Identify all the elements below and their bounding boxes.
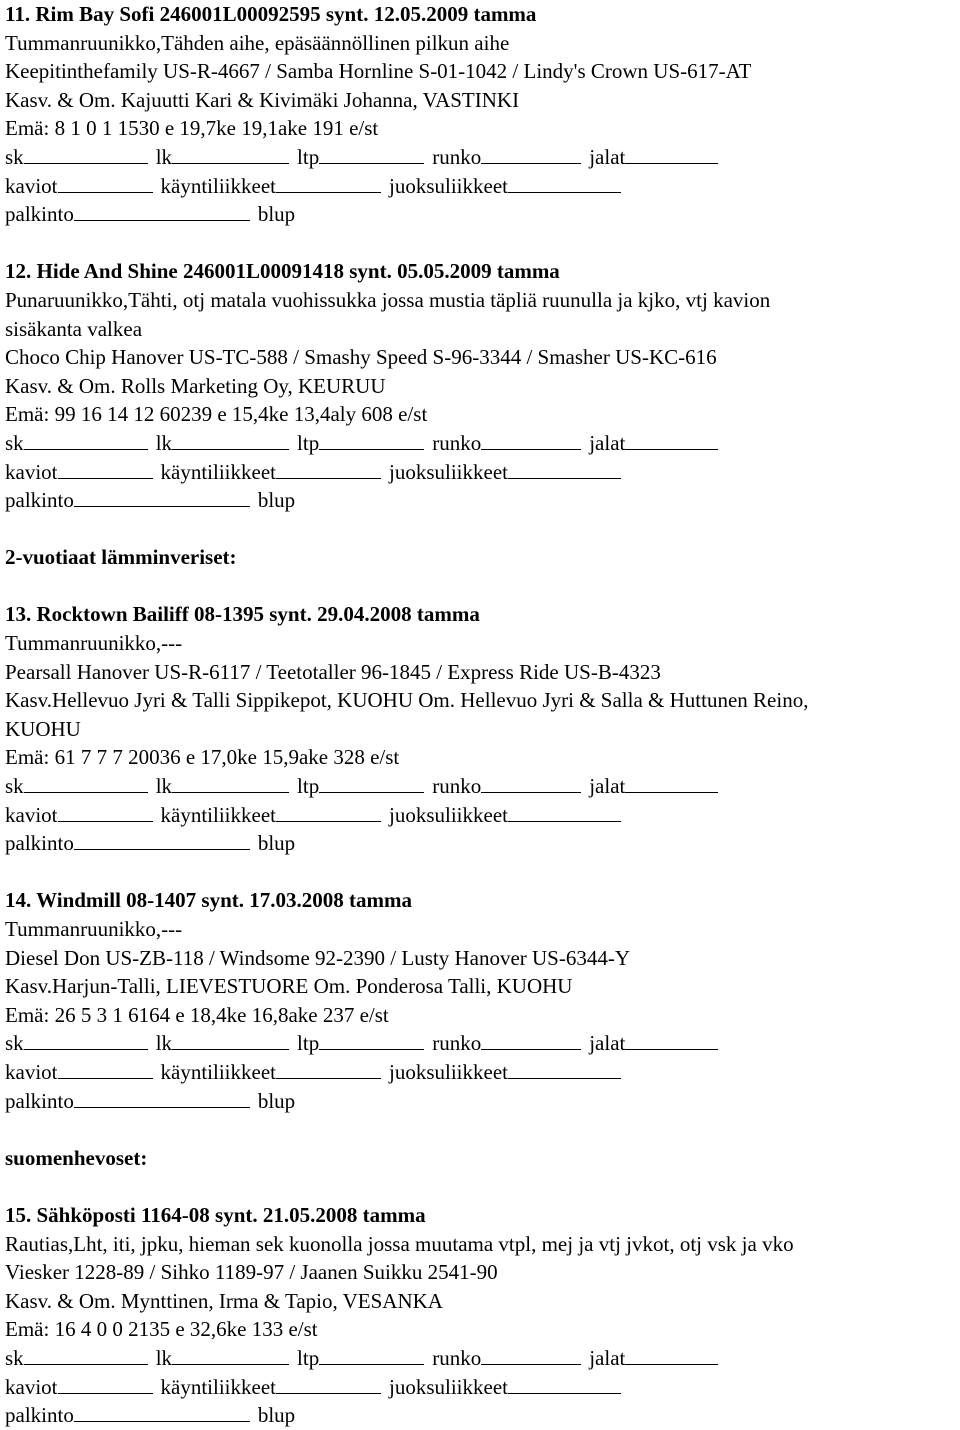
field-label-blup: blup <box>257 488 296 513</box>
score-row-conformation <box>5 772 955 801</box>
entry-detail-line: Tummanruunikko,--- <box>5 917 183 941</box>
field-label-sk: sk <box>5 144 24 169</box>
field-label-lk: lk <box>155 144 173 169</box>
field-label-palkinto: palkinto <box>5 1088 74 1113</box>
field-blank-kayntiliikkeet[interactable] <box>276 1374 381 1394</box>
field-blank-sk[interactable] <box>24 144 148 164</box>
field-label-kayntiliikkeet: käyntiliikkeet <box>160 802 276 827</box>
score-row-prize <box>5 829 955 858</box>
field-label-runko: runko <box>432 430 482 455</box>
field-label-sk: sk <box>5 1345 24 1370</box>
field-label-ltp: ltp <box>297 144 320 169</box>
spacer <box>5 229 955 258</box>
score-row-prize <box>5 200 955 229</box>
field-label-jalat: jalat <box>589 144 626 169</box>
field-label-blup: blup <box>257 1088 296 1113</box>
field-blank-sk[interactable] <box>24 773 148 793</box>
field-label-kaviot: kaviot <box>5 459 58 484</box>
entry-detail-line: Emä: 8 1 0 1 1530 e 19,7ke 19,1ake 191 e/st <box>5 116 379 141</box>
section-heading: 2-vuotiaat lämminveriset: <box>5 545 237 570</box>
field-label-lk: lk <box>155 1345 173 1370</box>
score-row-conformation <box>5 1344 955 1373</box>
field-blank-juoksuliikkeet[interactable] <box>508 1059 621 1079</box>
field-label-palkinto: palkinto <box>5 202 74 227</box>
field-blank-sk[interactable] <box>24 430 148 450</box>
field-blank-lk[interactable] <box>172 1345 289 1365</box>
field-label-kaviot: kaviot <box>5 1374 58 1399</box>
field-label-jalat: jalat <box>589 430 626 455</box>
field-blank-kayntiliikkeet[interactable] <box>276 173 381 193</box>
score-row-conformation <box>5 429 955 458</box>
entry-detail-line: Tummanruunikko,--- <box>5 631 183 656</box>
field-blank-ltp[interactable] <box>319 1345 424 1365</box>
score-row-prize <box>5 486 955 515</box>
entry-detail-line: Viesker 1228-89 / Sihko 1189-97 / Jaanen Suikku 2541-90 <box>5 1260 498 1285</box>
field-blank-ltp[interactable] <box>319 430 424 450</box>
field-label-juoksuliikkeet: juoksuliikkeet <box>388 173 508 198</box>
field-label-kayntiliikkeet: käyntiliikkeet <box>160 173 276 198</box>
field-label-ltp: ltp <box>297 430 320 455</box>
field-blank-ltp[interactable] <box>319 144 424 164</box>
field-label-ltp: ltp <box>297 1345 320 1370</box>
entry-heading: 13. Rocktown Bailiff 08-1395 synt. 29.04.2008 tamma <box>5 602 480 627</box>
entry-detail-line: Kasv.Harjun-Talli, LIEVESTUORE Om. Ponderosa Talli, KUOHU <box>5 974 573 999</box>
field-label-lk: lk <box>155 1031 173 1056</box>
field-blank-kaviot[interactable] <box>58 459 153 479</box>
field-label-ltp: ltp <box>297 774 320 799</box>
field-label-blup: blup <box>257 831 296 856</box>
field-label-jalat: jalat <box>589 774 626 799</box>
score-row-movement <box>5 1058 955 1087</box>
score-row-movement <box>5 172 955 201</box>
field-blank-jalat[interactable] <box>625 144 718 164</box>
field-label-palkinto: palkinto <box>5 488 74 513</box>
entry-heading: 15. Sähköposti 1164-08 synt. 21.05.2008 tamma <box>5 1202 426 1227</box>
field-blank-lk[interactable] <box>172 144 289 164</box>
field-label-kayntiliikkeet: käyntiliikkeet <box>160 459 276 484</box>
spacer <box>5 1172 955 1201</box>
field-blank-lk[interactable] <box>172 1030 289 1050</box>
field-blank-kayntiliikkeet[interactable] <box>276 802 381 822</box>
field-blank-palkinto[interactable] <box>74 487 250 507</box>
entry-detail-line: Emä: 99 16 14 12 60239 e 15,4ke 13,4aly 608 e/st <box>5 402 428 427</box>
field-label-kaviot: kaviot <box>5 802 58 827</box>
score-row-movement <box>5 458 955 487</box>
field-blank-palkinto[interactable] <box>74 830 250 850</box>
field-blank-sk[interactable] <box>24 1345 148 1365</box>
field-label-juoksuliikkeet: juoksuliikkeet <box>388 1374 508 1399</box>
field-blank-ltp[interactable] <box>319 773 424 793</box>
field-blank-kaviot[interactable] <box>58 802 153 822</box>
entry-detail-line: Kasv. & Om. Kajuutti Kari & Kivimäki Johanna, VASTINKI <box>5 87 520 112</box>
field-blank-runko[interactable] <box>481 144 581 164</box>
score-row-movement <box>5 1373 955 1402</box>
spacer <box>5 1115 955 1144</box>
entry-detail-line: Rautias,Lht, iti, jpku, hieman sek kuonolla jossa muutama vtpl, mej ja vtj jvkot, otj vsk ja vko <box>5 1231 794 1256</box>
field-label-kayntiliikkeet: käyntiliikkeet <box>160 1374 276 1399</box>
entry-detail-line: Punaruunikko,Tähti, otj matala vuohissukka jossa mustia täpliä ruunulla ja kjko, vtj kavion <box>5 287 771 312</box>
entry-heading: 14. Windmill 08-1407 synt. 17.03.2008 tamma <box>5 888 412 913</box>
field-blank-lk[interactable] <box>172 773 289 793</box>
entry-detail-line: sisäkanta valkea <box>5 316 143 341</box>
field-label-juoksuliikkeet: juoksuliikkeet <box>388 459 508 484</box>
spacer <box>5 858 955 887</box>
field-label-palkinto: palkinto <box>5 1403 74 1428</box>
score-row-prize <box>5 1401 955 1430</box>
field-label-runko: runko <box>432 1345 482 1370</box>
field-blank-runko[interactable] <box>481 1345 581 1365</box>
field-blank-juoksuliikkeet[interactable] <box>508 1374 621 1394</box>
field-label-lk: lk <box>155 774 173 799</box>
score-row-prize <box>5 1087 955 1116</box>
spacer <box>5 572 955 601</box>
field-blank-palkinto[interactable] <box>74 201 250 221</box>
field-blank-jalat[interactable] <box>625 430 718 450</box>
field-blank-jalat[interactable] <box>625 1345 718 1365</box>
field-label-jalat: jalat <box>589 1031 626 1056</box>
entry-detail-line: Emä: 61 7 7 7 20036 e 17,0ke 15,9ake 328 e/st <box>5 745 400 770</box>
field-blank-ltp[interactable] <box>319 1030 424 1050</box>
field-label-blup: blup <box>257 202 296 227</box>
field-blank-palkinto[interactable] <box>74 1402 250 1422</box>
entry-detail-line: Tummanruunikko,Tähden aihe, epäsäännöllinen pilkun aihe <box>5 30 510 55</box>
field-blank-lk[interactable] <box>172 430 289 450</box>
field-label-runko: runko <box>432 1031 482 1056</box>
score-row-conformation <box>5 1029 955 1058</box>
field-blank-juoksuliikkeet[interactable] <box>508 802 621 822</box>
field-label-sk: sk <box>5 430 24 455</box>
field-label-sk: sk <box>5 774 24 799</box>
score-row-conformation <box>5 143 955 172</box>
field-blank-kaviot[interactable] <box>58 173 153 193</box>
field-blank-kayntiliikkeet[interactable] <box>276 459 381 479</box>
field-label-kaviot: kaviot <box>5 173 58 198</box>
field-blank-jalat[interactable] <box>625 1030 718 1050</box>
entry-detail-line: Pearsall Hanover US-R-6117 / Teetotaller 96-1845 / Express Ride US-B-4323 <box>5 659 661 684</box>
field-blank-kaviot[interactable] <box>58 1374 153 1394</box>
spacer <box>5 515 955 544</box>
field-label-jalat: jalat <box>589 1345 626 1370</box>
field-blank-runko[interactable] <box>481 430 581 450</box>
entry-detail-line: Choco Chip Hanover US-TC-588 / Smashy Speed S-96-3344 / Smasher US-KC-616 <box>5 345 717 370</box>
entry-detail-line: Keepitinthefamily US-R-4667 / Samba Hornline S-01-1042 / Lindy's Crown US-617-AT <box>5 59 752 84</box>
field-blank-sk[interactable] <box>24 1030 148 1050</box>
field-label-sk: sk <box>5 1031 24 1056</box>
entry-detail-line: Emä: 26 5 3 1 6164 e 18,4ke 16,8ake 237 e/st <box>5 1002 389 1027</box>
section-heading: suomenhevoset: <box>5 1145 148 1170</box>
field-label-palkinto: palkinto <box>5 831 74 856</box>
field-label-ltp: ltp <box>297 1031 320 1056</box>
field-blank-palkinto[interactable] <box>74 1088 250 1108</box>
field-blank-jalat[interactable] <box>625 773 718 793</box>
entry-heading: 11. Rim Bay Sofi 246001L00092595 synt. 12.05.2009 tamma <box>5 2 537 26</box>
field-blank-juoksuliikkeet[interactable] <box>508 459 621 479</box>
field-label-blup: blup <box>257 1403 296 1428</box>
field-label-juoksuliikkeet: juoksuliikkeet <box>388 802 508 827</box>
entry-heading: 12. Hide And Shine 246001L00091418 synt. 05.05.2009 tamma <box>5 259 560 284</box>
field-label-juoksuliikkeet: juoksuliikkeet <box>388 1059 508 1084</box>
entry-detail-line: Diesel Don US-ZB-118 / Windsome 92-2390 / Lusty Hanover US-6344-Y <box>5 945 631 970</box>
entry-detail-line: Kasv. & Om. Mynttinen, Irma & Tapio, VESANKA <box>5 1288 443 1313</box>
field-blank-runko[interactable] <box>481 773 581 793</box>
score-row-movement <box>5 801 955 830</box>
entry-detail-line: Emä: 16 4 0 0 2135 e 32,6ke 133 e/st <box>5 1317 318 1342</box>
field-label-runko: runko <box>432 774 482 799</box>
field-blank-kaviot[interactable] <box>58 1059 153 1079</box>
field-blank-juoksuliikkeet[interactable] <box>508 173 621 193</box>
entry-detail-line: KUOHU <box>5 716 81 741</box>
field-blank-kayntiliikkeet[interactable] <box>276 1059 381 1079</box>
field-label-kayntiliikkeet: käyntiliikkeet <box>160 1059 276 1084</box>
field-label-kaviot: kaviot <box>5 1059 58 1084</box>
entry-detail-line: Kasv. & Om. Rolls Marketing Oy, KEURUU <box>5 373 386 398</box>
entry-detail-line: Kasv.Hellevuo Jyri & Talli Sippikepot, KUOHU Om. Hellevuo Jyri & Salla & Huttunen Reino, <box>5 688 809 713</box>
document-body <box>5 0 955 1430</box>
field-label-runko: runko <box>432 144 482 169</box>
field-label-lk: lk <box>155 430 173 455</box>
field-blank-runko[interactable] <box>481 1030 581 1050</box>
